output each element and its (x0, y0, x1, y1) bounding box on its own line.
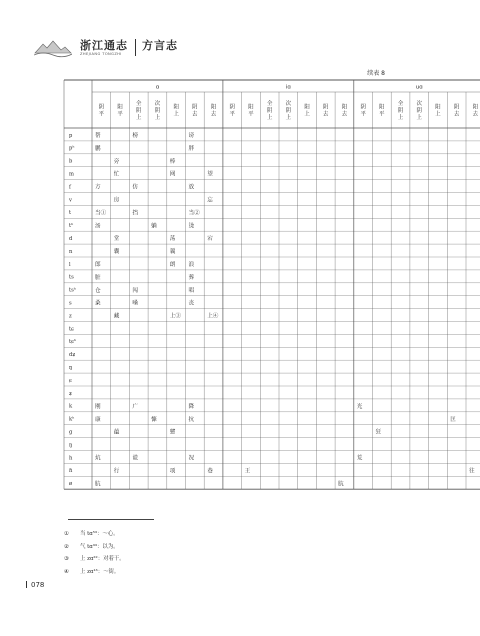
tone-header-char: 次 (285, 100, 292, 107)
tone-header-char: 阳 (472, 104, 479, 111)
table-cell: 往 (469, 468, 475, 475)
initial-label: s (69, 300, 72, 307)
page-number-text: 078 (31, 581, 45, 589)
tone-header-char: 阴 (360, 104, 366, 111)
table-cell: 桑 (95, 300, 101, 307)
tone-header-char: 阳 (341, 104, 348, 111)
initial-label: ŋ (69, 365, 73, 371)
tone-header-char: 次 (416, 100, 422, 107)
table-cell: 况 (188, 455, 195, 462)
tone-header-char: 平 (360, 111, 366, 118)
table-cell: 葬 (188, 274, 195, 281)
footnote-text: 气 tɑ³³：以为。 (80, 543, 119, 550)
table-cell: 上④ (207, 313, 219, 320)
table-cell: 抗 (188, 416, 195, 423)
group-label: ɑ (155, 84, 160, 91)
tone-header-char: 上 (154, 115, 161, 122)
page-number (22, 581, 44, 589)
initial-label: g (69, 429, 73, 436)
table-cell: 浪 (188, 262, 195, 268)
initial-label: ts (69, 274, 74, 281)
tone-header-char: 阴 (154, 108, 161, 114)
group-label: uɑ (415, 84, 423, 91)
table-cell: 闯 (132, 287, 139, 294)
tone-header-char: 平 (229, 111, 235, 118)
table-cell: 匡 (450, 416, 456, 423)
tone-header-char: 阳 (379, 104, 385, 111)
initial-label: l (69, 261, 71, 268)
tone-header-char: 去 (341, 111, 348, 118)
table-cell: 囊 (113, 249, 120, 256)
tone-header-char: 去 (323, 111, 329, 118)
tone-header-char: 平 (379, 111, 385, 118)
table-cell: 嗓 (132, 300, 139, 307)
tone-header-char: 阳 (248, 104, 254, 111)
tone-header-char: 上 (285, 115, 292, 122)
table-cell: 放 (188, 184, 195, 191)
tone-header-char: 阴 (229, 104, 235, 111)
tone-header-char: 平 (98, 111, 105, 118)
table-cell: 忙 (113, 171, 120, 178)
tone-header-char: 阳 (117, 104, 123, 111)
group-label: iɑ (285, 84, 291, 91)
tone-header-char: 平 (248, 111, 254, 118)
tone-header-char: 全 (136, 100, 142, 107)
tone-header-char: 阴 (266, 108, 273, 114)
initial-label: dʑ (69, 352, 76, 359)
tone-header-char: 全 (397, 100, 404, 107)
tone-header-char: 阴 (136, 108, 142, 114)
tone-header-char: 上 (397, 115, 404, 122)
initial-label: ø (69, 481, 73, 488)
footnote-text: 当 tɑ⁵³：～心。 (80, 531, 119, 537)
table-cell: 当① (95, 210, 107, 217)
tone-header-char: 上 (435, 111, 441, 118)
initial-label: p (69, 132, 73, 139)
initial-label: ɦ (69, 468, 73, 475)
footnote-mark: ③ (64, 556, 69, 562)
initial-label: k (69, 403, 73, 410)
footnotes (64, 528, 125, 578)
table-cell: 广 (132, 403, 139, 410)
tone-header-char: 去 (210, 111, 217, 118)
table-cell: 堂 (113, 236, 120, 243)
tone-header-char: 阴 (416, 108, 422, 114)
tone-header-char: 阴 (192, 104, 198, 111)
initial-label: t (69, 210, 72, 217)
table-cell: 肮 (95, 481, 101, 488)
footnote (64, 553, 125, 566)
tone-header-char: 上 (266, 115, 273, 122)
tone-header-char: 次 (154, 100, 161, 107)
table-cell: 望 (207, 171, 213, 178)
table-cell: 蕴 (113, 429, 120, 436)
table-cell: 荡 (169, 236, 176, 243)
table-cell: 上③ (169, 313, 182, 320)
tone-header-char: 阳 (210, 104, 217, 111)
table-cell: 鹏 (95, 145, 101, 152)
footnote-mark: ④ (64, 568, 69, 575)
tone-header-char: 阳 (435, 104, 441, 111)
initial-label: f (69, 184, 71, 191)
tone-header-char: 阴 (323, 104, 329, 111)
footnote-mark: ② (64, 543, 69, 550)
table-cell: 挡 (132, 210, 139, 217)
footnote (64, 566, 125, 579)
table-cell: 躺 (151, 223, 157, 230)
table-cell: 刚 (95, 403, 101, 410)
table-caption: 续表 8 (367, 70, 385, 77)
footnote-text: 上 zɑ²²：对着干。 (80, 556, 125, 562)
tone-header-char: 上 (136, 115, 142, 122)
tone-header-char: 阴 (453, 104, 460, 111)
table-cell: 狂 (375, 429, 382, 436)
initial-label: v (69, 197, 72, 204)
table-cell: 慷 (151, 416, 157, 423)
initial-label: pʰ (69, 145, 75, 152)
table-cell: 仿 (132, 184, 139, 191)
initial-label: d (69, 236, 73, 242)
initial-label: tɕʰ (69, 339, 77, 346)
table-cell: 棒 (169, 158, 176, 165)
tone-header-char: 平 (117, 111, 123, 118)
table-cell: 汤 (95, 223, 101, 230)
table-cell: 王 (244, 468, 251, 475)
tone-header-char: 阴 (397, 108, 404, 114)
initial-label: z (69, 313, 72, 320)
table-cell: 当② (188, 210, 200, 217)
table-cell: 郎 (95, 262, 101, 268)
tone-header-char: 上 (173, 111, 179, 118)
table-cell: 项 (169, 468, 176, 475)
tone-header-char: 阳 (304, 104, 310, 111)
initial-label: tsʰ (69, 287, 76, 294)
table-cell: 藏 (113, 313, 120, 320)
header-subtitle: ZHEJIANG TONGZHI (80, 52, 122, 56)
page-number-bar (26, 581, 27, 588)
table-cell: 宕 (207, 236, 213, 243)
tone-header-char: 上 (416, 115, 422, 122)
tone-header-char: 阴 (98, 104, 105, 111)
table-cell: 朗 (169, 262, 176, 268)
tone-header-char: 上 (304, 111, 310, 118)
initial-label: tʰ (69, 223, 74, 230)
footnote-rule (68, 519, 154, 520)
table-cell: 谤 (188, 133, 195, 139)
table-cell: 方 (95, 184, 101, 191)
table-cell: 脏 (95, 274, 101, 281)
header-title: 浙江通志 (80, 39, 128, 52)
table-cell: 唱 (188, 287, 195, 294)
table-cell: 谎 (132, 455, 139, 462)
table-cell: 曩 (169, 249, 176, 256)
footnote-mark: ① (64, 531, 69, 537)
table-cell: 荒 (356, 455, 363, 462)
tone-header-char: 去 (472, 111, 479, 118)
footnote (64, 541, 125, 554)
tone-header-char: 阳 (173, 104, 179, 111)
tone-header-char: 去 (192, 111, 198, 118)
tone-header-char: 阴 (285, 108, 292, 114)
table-cell: 网 (169, 171, 176, 178)
table-cell: 巷 (207, 468, 213, 475)
table-cell: 降 (188, 403, 195, 410)
initial-label: ŋ (69, 442, 73, 449)
initial-label: ʑ (69, 390, 72, 397)
initial-label: ɕ (69, 377, 72, 384)
table-cell: 胖 (188, 145, 195, 152)
table-cell: 房 (113, 197, 120, 204)
tone-header-char: 全 (266, 100, 273, 107)
footnote (64, 528, 125, 541)
table-cell: 烫 (188, 223, 195, 230)
table-cell: 光 (356, 403, 363, 410)
initial-label: tɕ (69, 326, 74, 333)
table-cell: 帮 (95, 133, 101, 139)
footnote-text: 上 zɑ¹³：～街。 (80, 568, 120, 575)
table-cell: 丧 (188, 300, 195, 307)
table-cell: 榜 (132, 133, 139, 139)
initial-label: h (69, 455, 73, 462)
tone-header-char: 去 (453, 111, 460, 118)
header-section: 方言志 (142, 39, 178, 52)
initial-label: b (69, 158, 73, 165)
table-cell: 肮 (338, 481, 344, 488)
table-cell: 炕 (95, 455, 101, 462)
initial-label: m (69, 171, 74, 178)
table-cell: 忘 (207, 197, 213, 204)
table-cell: 仓 (95, 287, 101, 294)
table-cell: 行 (113, 468, 120, 475)
initial-label: kʰ (69, 416, 75, 423)
table-cell: 戆 (169, 429, 176, 436)
table-cell: 旁 (113, 158, 120, 165)
table-cell: 康 (95, 416, 101, 423)
initial-label: n (69, 248, 73, 255)
